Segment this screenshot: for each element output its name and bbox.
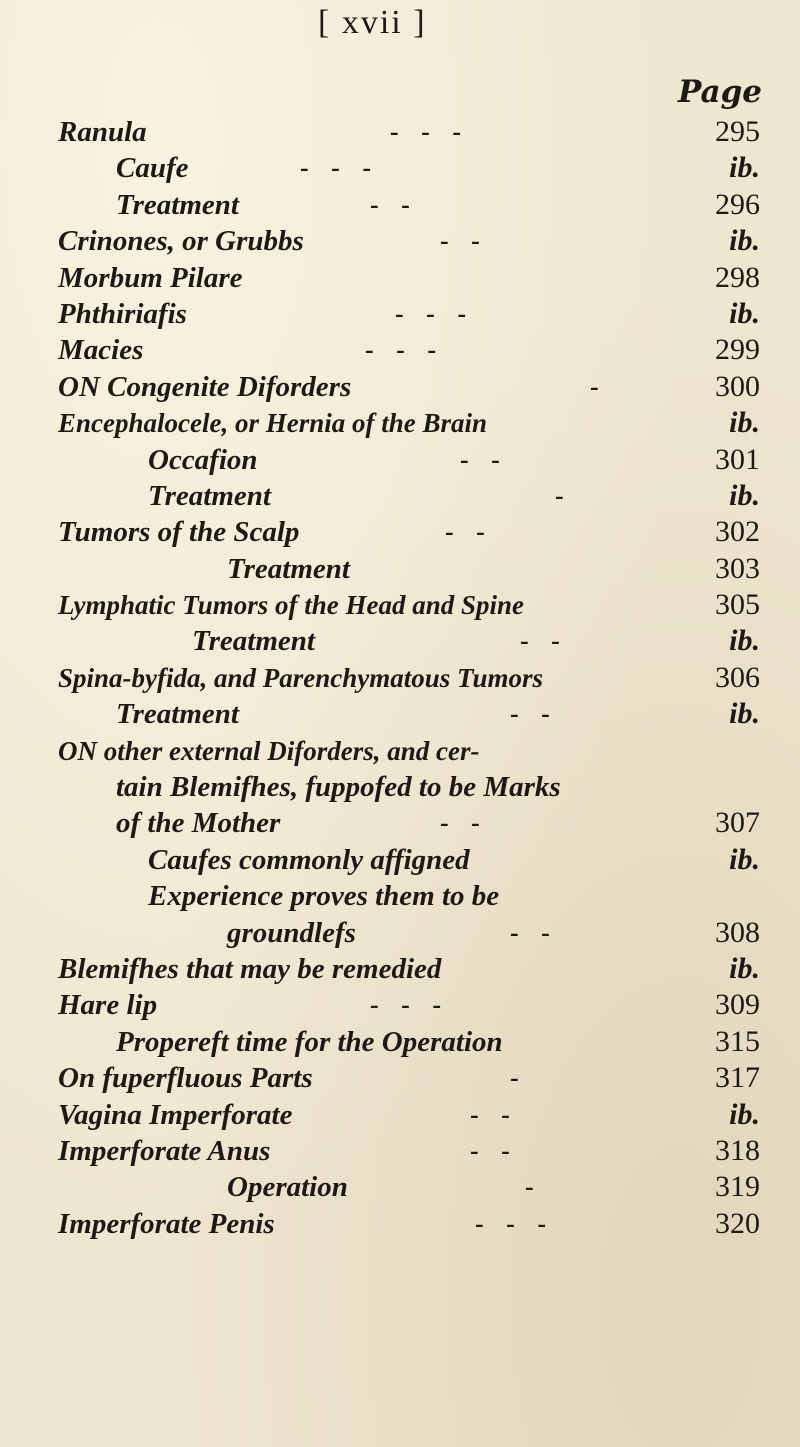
entry-title: Phthiriafis (58, 297, 187, 330)
entry-title: Lymphatic Tumors of the Head and Spine (58, 590, 525, 621)
contents-entry (0, 150, 800, 186)
entry-title: Treatment (116, 698, 239, 731)
entry-leaders: - - - (370, 990, 449, 1020)
entry-title: Ranula (58, 116, 147, 148)
entry-leaders: - - (370, 189, 418, 219)
entry-leaders: - (510, 1063, 527, 1093)
contents-entry (0, 478, 800, 514)
entry-title: Imperforate Penis (58, 1207, 275, 1240)
contents-entry (0, 587, 800, 623)
entry-leaders: - - - (475, 1208, 554, 1238)
contents-entry (0, 187, 800, 223)
entry-title: Vagina Imperforate (58, 1098, 293, 1131)
entry-leaders: - (590, 371, 607, 401)
entry-title: Treatment (227, 552, 350, 585)
entry-title: Treatment (116, 188, 239, 221)
entry-page-number: 309 (715, 988, 760, 1022)
entry-leaders: - - - (300, 153, 379, 183)
entry-title: Caufes commonly affigned (148, 843, 470, 876)
entry-title: Propereft time for the Operation (116, 1025, 503, 1058)
entry-page-number: ib. (729, 624, 760, 658)
entry-leaders: - - (470, 1135, 518, 1165)
entry-page-number: 299 (715, 333, 760, 367)
entry-title: Crinones, or Grubbs (58, 225, 304, 258)
entry-title: Occafion (148, 443, 258, 476)
entry-page-number: 318 (715, 1133, 760, 1167)
entry-page-number: 298 (715, 260, 760, 294)
entry-title: Imperforate Anus (58, 1134, 271, 1167)
entry-title: Treatment (192, 625, 315, 658)
contents-entry (0, 623, 800, 659)
contents-entry (0, 1206, 800, 1242)
entry-title: Blemifhes that may be remedied (58, 952, 442, 985)
entry-title: Macies (58, 334, 144, 367)
entry-page-number: ib. (729, 224, 760, 258)
page-column-heading: Page (678, 74, 762, 110)
entry-title: On fuperfluous Parts (58, 1062, 313, 1095)
contents-entry (0, 405, 800, 441)
entry-leaders: - (525, 1172, 542, 1202)
entry-title: groundlefs (227, 916, 356, 949)
contents-entry (0, 696, 800, 732)
entry-title: Tumors of the Scalp (58, 516, 300, 549)
contents-entry (0, 769, 800, 805)
contents-entry (0, 442, 800, 478)
entry-page-number: ib. (729, 151, 760, 185)
entry-leaders: - - (440, 226, 488, 256)
entry-leaders: - - (470, 1099, 518, 1129)
entry-page-number: 319 (715, 1170, 760, 1204)
entry-page-number: 303 (715, 551, 760, 585)
entry-leaders: - - - (395, 298, 474, 328)
entry-page-number: 317 (715, 1061, 760, 1095)
contents-entry (0, 951, 800, 987)
contents-entry (0, 332, 800, 368)
entry-title: ON other external Diforders, and cer- (58, 735, 480, 766)
entry-page-number: ib. (729, 478, 760, 512)
entry-leaders: - (555, 480, 572, 510)
entry-leaders: - - (460, 444, 508, 474)
entry-page-number: 320 (715, 1206, 760, 1240)
contents-entry (0, 369, 800, 405)
entry-leaders: - - (440, 808, 488, 838)
entry-page-number: ib. (729, 842, 760, 876)
entry-leaders: - - (510, 699, 558, 729)
entry-page-number: ib. (729, 406, 760, 440)
contents-entry (0, 1024, 800, 1060)
entry-page-number: 301 (715, 442, 760, 476)
contents-entry (0, 114, 800, 150)
entry-page-number: 315 (715, 1024, 760, 1058)
entry-title: Caufe (116, 152, 189, 185)
entry-title: Operation (227, 1171, 348, 1204)
entry-title: Treatment (148, 479, 271, 512)
entry-page-number: 302 (715, 515, 760, 549)
contents-entry (0, 915, 800, 951)
entry-title: Encephalocele, or Hernia of the Brain (58, 408, 488, 439)
entry-title: Spina-byfida, and Parenchymatous Tumors (58, 662, 544, 693)
entry-leaders: - - - (390, 117, 469, 146)
entry-page-number: ib. (729, 296, 760, 330)
contents-entry (0, 223, 800, 259)
contents-entry (0, 878, 800, 914)
entry-leaders: - - (445, 517, 493, 547)
contents-entry (0, 1133, 800, 1169)
entry-page-number: 307 (715, 806, 760, 840)
entry-page-number: 295 (715, 115, 760, 148)
entry-page-number: ib. (729, 951, 760, 985)
entry-leaders: - - (520, 626, 568, 656)
contents-entry (0, 1060, 800, 1096)
contents-entry (0, 733, 800, 769)
entry-page-number: ib. (729, 697, 760, 731)
contents-entry (0, 842, 800, 878)
contents-entry (0, 1169, 800, 1205)
entry-title: ON Congenite Diforders (58, 370, 352, 403)
entry-leaders: - - (510, 917, 558, 947)
entry-page-number: 296 (715, 187, 760, 221)
contents-list (0, 114, 800, 1242)
running-head: [ xvii ] (318, 4, 427, 41)
contents-entry (0, 260, 800, 296)
contents-entry (0, 1097, 800, 1133)
entry-page-number: 306 (715, 660, 760, 694)
entry-page-number: 300 (715, 369, 760, 403)
contents-entry (0, 514, 800, 550)
entry-page-number: ib. (729, 1097, 760, 1131)
entry-leaders: - - - (365, 335, 444, 365)
entry-page-number: 305 (715, 588, 760, 622)
contents-entry (0, 551, 800, 587)
contents-entry (0, 660, 800, 696)
contents-entry (0, 805, 800, 841)
entry-page-number: 308 (715, 915, 760, 949)
entry-title: Morbum Pilare (58, 261, 243, 294)
entry-title: of the Mother (116, 807, 281, 840)
contents-entry (0, 296, 800, 332)
entry-title: Hare lip (58, 989, 158, 1022)
entry-title: tain Blemifhes, fuppofed to be Marks (116, 771, 561, 804)
entry-title: Experience proves them to be (148, 880, 500, 913)
contents-entry (0, 987, 800, 1023)
